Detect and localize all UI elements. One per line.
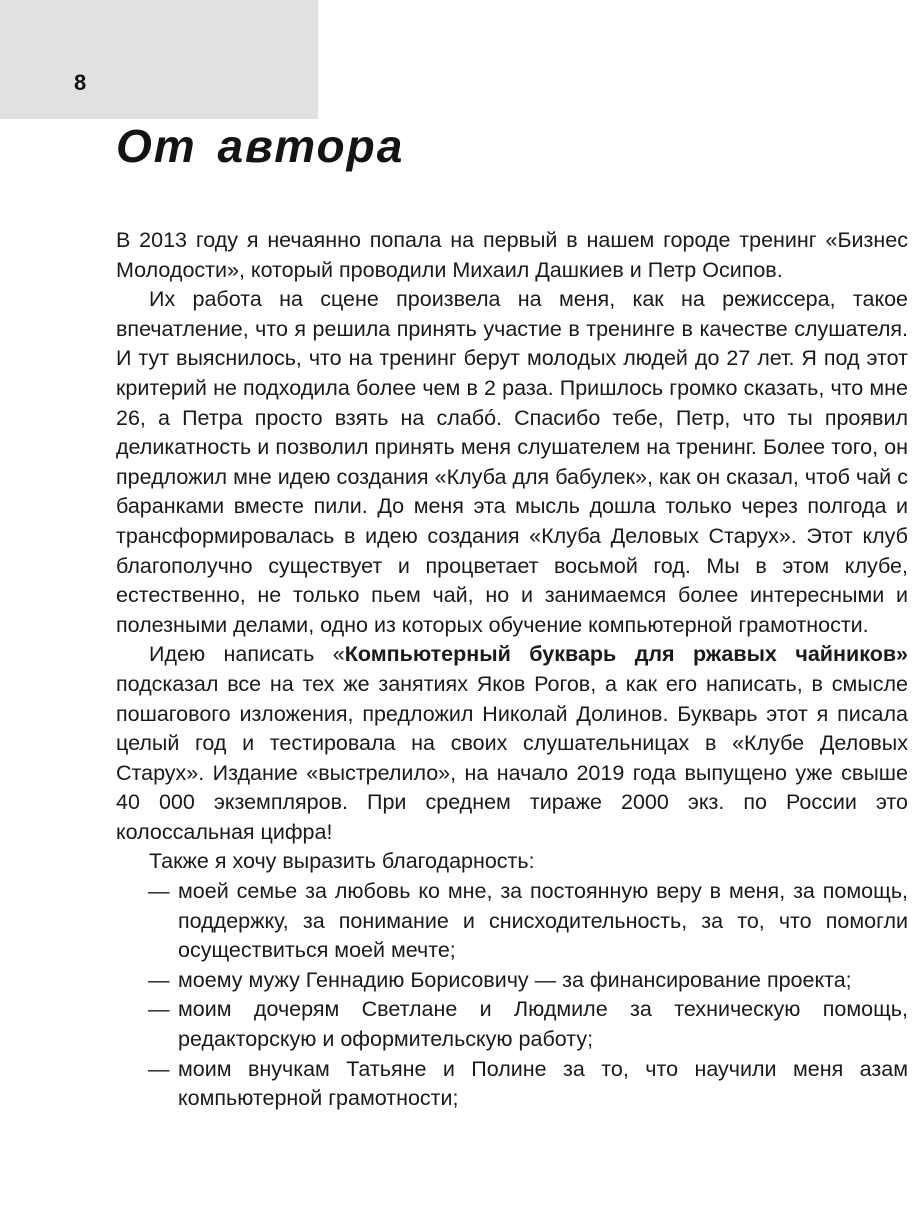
paragraph-gratitude-intro: Также я хочу выразить благодарность: xyxy=(149,849,535,874)
list-dash: — xyxy=(148,1056,170,1081)
list-dash: — xyxy=(148,879,170,904)
primer-text-before: Идею написать « xyxy=(149,642,345,667)
list-dash: — xyxy=(148,967,170,992)
list-item-text: моим дочерям Светлане и Людмиле за техническую помощь, редакторскую и оформительскую работу; xyxy=(178,997,908,1052)
list-item xyxy=(148,995,908,1054)
list-item-text: моей семье за любовь ко мне, за постоянную веру в меня, за помощь, поддержку, за понимание и снисходительность, за то, что помогли осуществиться моей мечте; xyxy=(178,879,908,963)
page-number: 8 xyxy=(74,70,87,95)
list-item xyxy=(148,1055,908,1114)
list-item xyxy=(148,877,908,966)
page-number-tab xyxy=(0,0,318,119)
chapter-title: От автора xyxy=(116,120,405,172)
paragraph-primer-story xyxy=(116,640,908,847)
list-item-text: моему мужу Геннадию Борисовичу — за финансирование проекта; xyxy=(178,967,852,992)
paragraph-training-story: Их работа на сцене произвела на меня, как на режиссера, такое впечатление, что я решила принять участие в тренинге в качестве слушателя. И тут выяснилось, что на тренинг берут молодых людей до 27 лет. Я под этот критерий не подходила более чем в 2 раза. Пришлось громко сказать, что мне 26, а Петра просто взять на слабó. Спасибо тебе, Петр, что ты проявил деликатность и позволил принять меня слушателем на тренинг. Более того, он предложил мне идею создания «Клуба для бабулек», как он сказал, чтоб чай с баранками вместе пили. До меня эта мысль дошла только через полгода и трансформировалась в идею создания «Клуба Деловых Старух». Этот клуб благополучно существует и процветает восьмой год. Мы в этом клубе, естественно, не только пьем чай, но и занимаемся более интересными и полезными делами, одно из которых обучение компьютерной грамотности. xyxy=(116,287,908,637)
list-item-text: моим внучкам Татьяне и Полине за то, что научили меня азам компьютерной грамотности; xyxy=(178,1056,908,1111)
list-dash: — xyxy=(148,997,170,1022)
gratitude-list xyxy=(116,877,908,1114)
primer-book-title: Компьютерный букварь для ржавых чайников» xyxy=(344,642,908,667)
primer-text-after: подсказал все на тех же занятиях Яков Рогов, а как его написать, в смысле пошагового изложения, предложил Николай Долинов. Букварь этот я писала целый год и тестировала на своих слушательницах в «Клубе Деловых Старух». Издание «выстрелило», на начало 2019 года выпущено уже свыше 40 000 экземпляров. При среднем тираже 2000 экз. по России это колоссальная цифра! xyxy=(116,671,908,844)
body-text xyxy=(116,226,908,1114)
list-item xyxy=(148,966,908,996)
paragraph-intro: В 2013 году я нечаянно попала на первый в нашем городе тренинг «Бизнес Молодости», который проводили Михаил Дашкиев и Петр Осипов. xyxy=(116,228,908,282)
